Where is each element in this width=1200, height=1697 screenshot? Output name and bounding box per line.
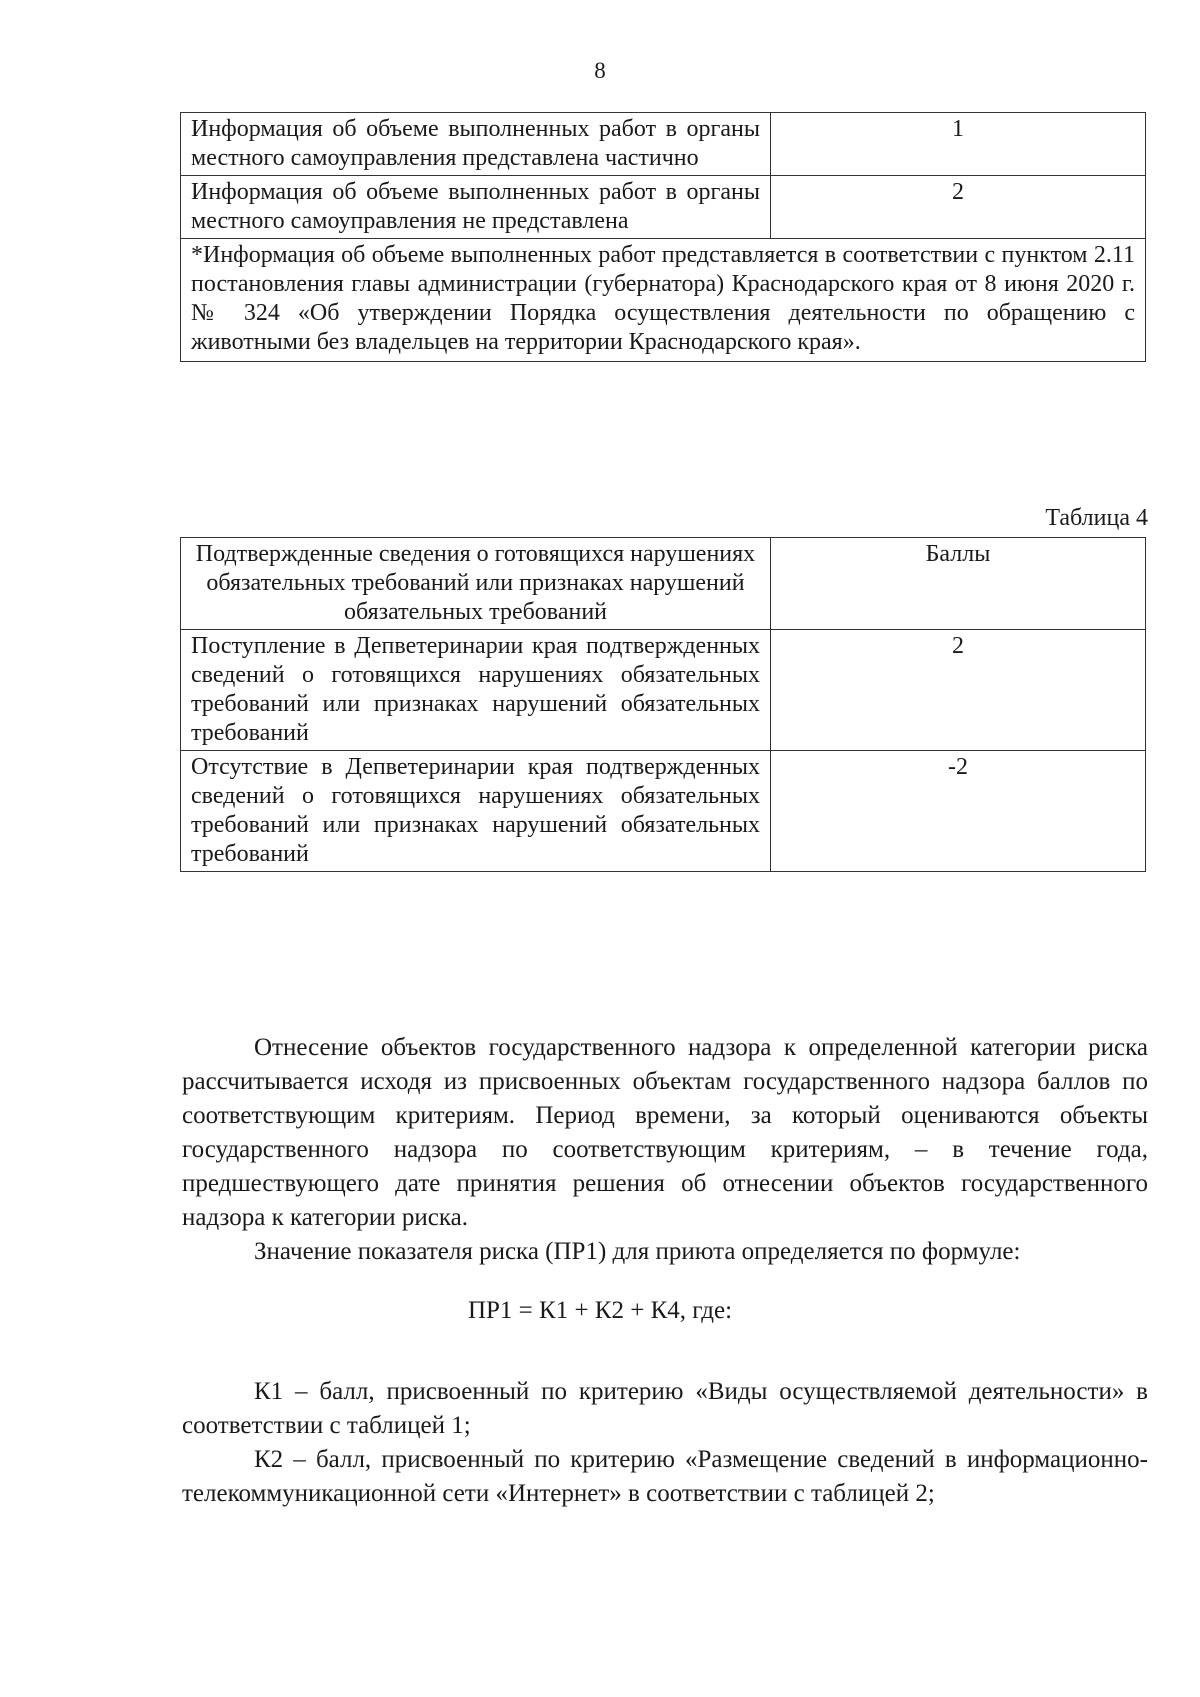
score-cell: 2 bbox=[771, 176, 1146, 239]
criterion-cell: Поступление в Депветеринарии края подтвержденных сведений о готовящихся нарушениях обязательных требований или признаках нарушений обязательных требований bbox=[181, 630, 771, 751]
table-note-row bbox=[181, 239, 1146, 362]
formula-definitions bbox=[182, 1375, 1148, 1511]
score-cell: 1 bbox=[771, 113, 1146, 176]
criteria-table-continued bbox=[180, 112, 1146, 362]
definition-k2: К2 – балл, присвоенный по критерию «Размещение сведений в информационно-телекоммуникационной сети «Интернет» в соответствии с таблицей 2; bbox=[182, 1446, 1148, 1507]
table-row bbox=[181, 751, 1146, 872]
table-4 bbox=[180, 537, 1146, 872]
risk-formula: ПР1 = К1 + К2 + К4, где: bbox=[467, 1297, 733, 1324]
body-paragraphs bbox=[182, 1031, 1148, 1269]
definition-k1: К1 – балл, присвоенный по критерию «Виды осуществляемой деятельности» в соответствии с таблицей 1; bbox=[182, 1378, 1148, 1439]
paragraph-risk-category: Отнесение объектов государственного надзора к определенной категории риска рассчитывается исходя из присвоенных объектам государственного надзора баллов по соответствующим критериям. Период времени, за который оцениваются объекты государственного надзора по соответствующим критериям, – в течение года, предшествующего дате принятия решения об отнесении объектов государственного надзора к категории риска. bbox=[182, 1034, 1148, 1231]
header-criterion: Подтвержденные сведения о готовящихся нарушениях обязательных требований или признаках нарушений обязательных требований bbox=[181, 538, 771, 630]
table4-label: Таблица 4 bbox=[1045, 505, 1148, 531]
criterion-cell: Отсутствие в Депветеринарии края подтвержденных сведений о готовящихся нарушениях обязательных требований или признаках нарушений обязательных требований bbox=[181, 751, 771, 872]
criterion-cell: Информация об объеме выполненных работ в органы местного самоуправления не представлена bbox=[181, 176, 771, 239]
table-note: *Информация об объеме выполненных работ представляется в соответствии с пунктом 2.11 постановления главы администрации (губернатора) Краснодарского края от 8 июня 2020 г. № 324 «Об утверждении Порядка осуществления деятельности по обращению с животными без владельцев на территории Краснодарского края». bbox=[181, 239, 1146, 362]
criterion-cell: Информация об объеме выполненных работ в органы местного самоуправления представлена частично bbox=[181, 113, 771, 176]
score-cell: -2 bbox=[771, 751, 1146, 872]
page-number: 8 bbox=[594, 58, 606, 83]
score-cell: 2 bbox=[771, 630, 1146, 751]
table-row bbox=[181, 176, 1146, 239]
table-row bbox=[181, 630, 1146, 751]
table-header-row bbox=[181, 538, 1146, 630]
table-row bbox=[181, 113, 1146, 176]
header-score: Баллы bbox=[771, 538, 1146, 630]
paragraph-formula-intro: Значение показателя риска (ПР1) для приюта определяется по формуле: bbox=[254, 1238, 1021, 1265]
